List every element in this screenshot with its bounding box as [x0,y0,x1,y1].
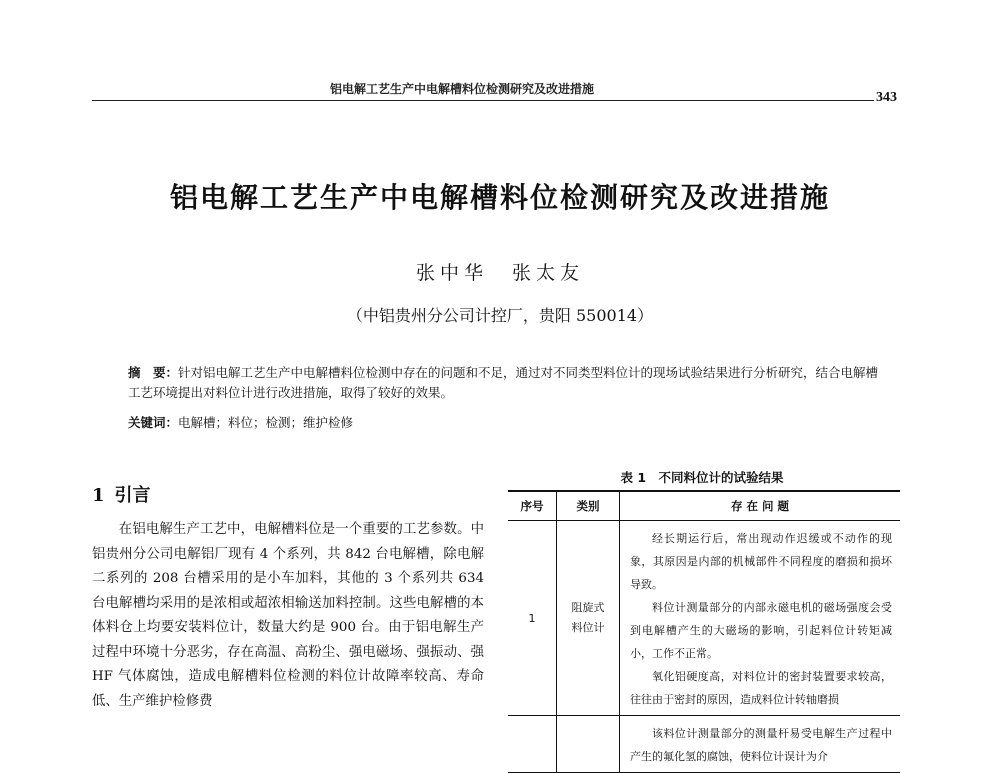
table-row [508,716,900,773]
header-rule [92,100,874,101]
running-head: 铝电解工艺生产中电解槽料位检测研究及改进措施 [330,82,595,96]
problem-item: 氧化铝硬度高，对料位计的密封装置要求较高，往往由于密封的原因，造成料位计转轴磨损 [630,670,892,706]
row-category-line1: 阻旋式 [571,601,605,614]
keywords-label: 关键词： [128,415,179,430]
row-problems [620,521,901,716]
authors: 张中华 张太友 [415,262,584,284]
table-caption: 表 1 不同料位计的试验结果 [620,470,784,485]
results-table [508,490,900,773]
row-index: 1 [508,521,557,716]
page-number: 343 [876,90,897,105]
table-header-index: 序号 [508,491,557,521]
table-header-category: 类别 [557,491,620,521]
row-problems-partial [620,716,901,773]
section-title: 引言 [114,485,151,506]
paper-title: 铝电解工艺生产中电解槽料位检测研究及改进措施 [169,181,830,214]
abstract [128,363,888,403]
problem-item: 该料位计测量部分的测量杆易受电解生产过程中产生的氟化氢的腐蚀，使料位计误计为介 [630,727,892,763]
section-heading [92,481,161,507]
section-body [92,518,484,714]
keywords [128,413,888,431]
body-paragraph: 在铝电解生产工艺中，电解槽料位是一个重要的工艺参数。中铝贵州分公司电解铝厂现有 4 个系列，共 842 台电解槽，除电解二系列的 208 台槽采用的是小车加料，其他的 3 个系列共 634 台电解槽均采用的是浓相或超浓相输送加料控制。这些电解槽的本体料仓上均要安装料位计，数量大约是 900 台。由于铝电解生产过程中环境十分恶劣，存在高温、高粉尘、强电磁场、强振动、强 HF 气体腐蚀，造成电解槽料位检测的料位计故障率较高、寿命低、生产维护检修费 [92,522,484,709]
table-row [508,521,900,716]
table-header-problems: 存 在 问 题 [620,491,901,521]
affiliation: （中铝贵州分公司计控厂，贵阳 550014） [346,306,654,325]
problem-item: 料位计测量部分的内部永磁电机的磁场强度会受到电解槽产生的大磁场的影响，引起料位计转矩减小，工作不正常。 [630,601,892,660]
keywords-text: 电解槽；料位；检测；维护检修 [178,415,354,430]
row-category [557,521,620,716]
problem-item: 经长期运行后，常出现动作迟缓或不动作的现象，其原因是内部的机械部件不同程度的磨损和损坏导致。 [630,532,892,591]
abstract-label: 摘 要： [128,365,179,380]
row-category-line2: 料位计 [571,621,605,634]
abstract-text: 针对铝电解工艺生产中电解槽料位检测中存在的问题和不足，通过对不同类型料位计的现场试验结果进行分析研究，结合电解槽工艺环境提出对料位计进行改进措施，取得了较好的效果。 [128,365,879,400]
section-number: 1 [92,485,105,506]
